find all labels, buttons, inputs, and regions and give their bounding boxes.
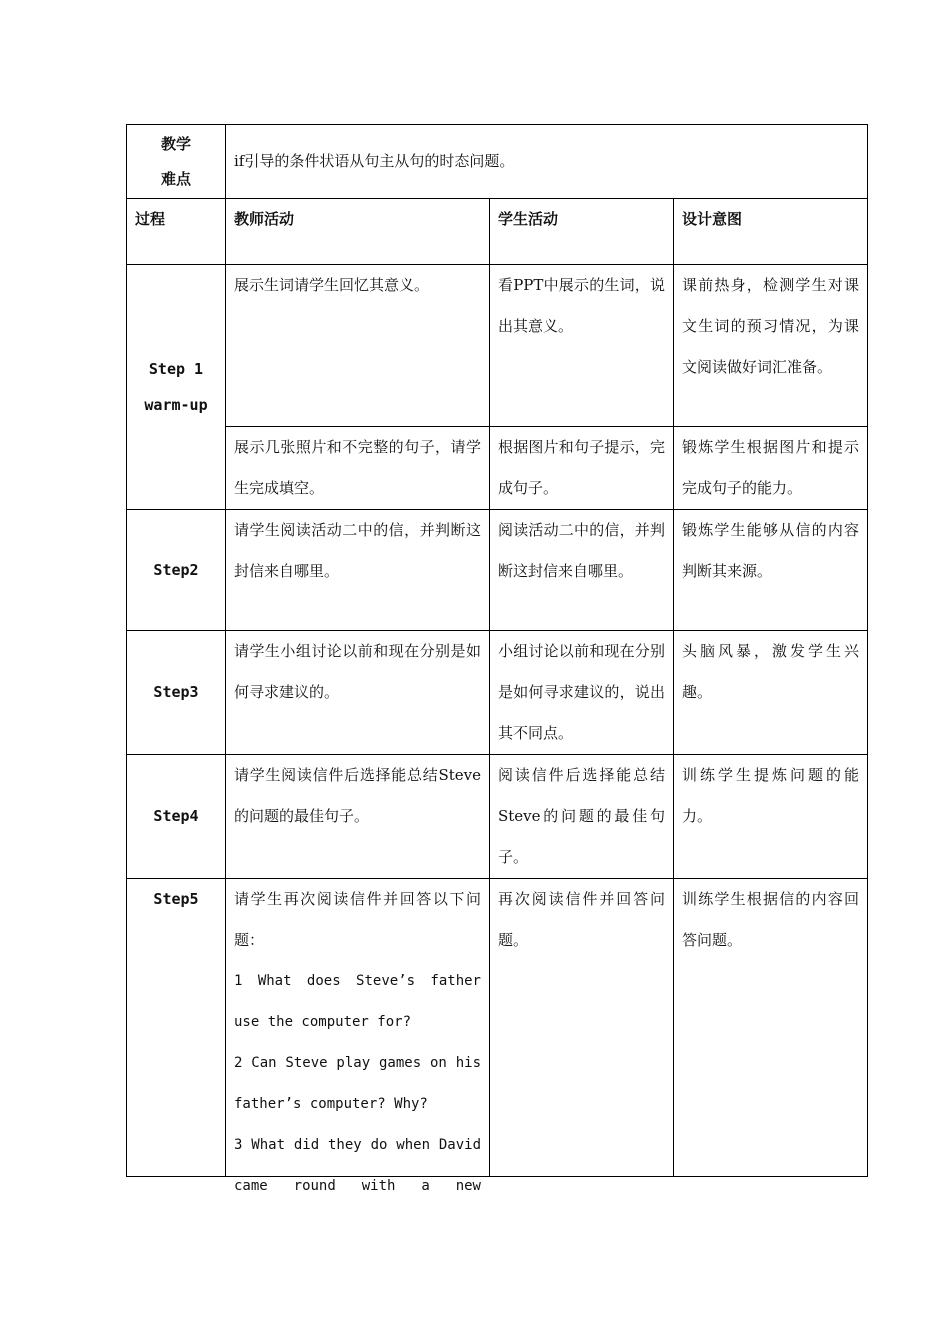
step4-intent: 训练学生提炼问题的能力。	[674, 755, 868, 879]
header-design-intent: 设计意图	[674, 199, 868, 265]
step1a-student: 看PPT中展示的生词，说出其意义。	[490, 265, 674, 427]
step2-label: Step2	[127, 510, 226, 631]
step1b-student: 根据图片和句子提示，完成句子。	[490, 427, 674, 510]
difficulty-label-line2: 难点	[160, 169, 191, 188]
step1-label	[127, 265, 226, 510]
step1b-teacher: 展示几张照片和不完整的句子，请学生完成填空。	[226, 427, 490, 510]
step5-question-2: 2 Can Steve play games on his father’s computer? Why?	[234, 1055, 481, 1112]
step2-teacher: 请学生阅读活动二中的信，并判断这封信来自哪里。	[226, 510, 490, 631]
step2-intent: 锻炼学生能够从信的内容判断其来源。	[674, 510, 868, 631]
step4-label: Step4	[127, 755, 226, 879]
step1b-intent: 锻炼学生根据图片和提示完成句子的能力。	[674, 427, 868, 510]
step4-row	[127, 755, 868, 879]
step5-student: 再次阅读信件并回答问题。	[490, 879, 674, 1177]
header-teacher-activity: 教师活动	[226, 199, 490, 265]
step3-row	[127, 631, 868, 755]
step5-question-3: 3 What did they do when David came round with a new	[234, 1137, 481, 1194]
step4-student: 阅读信件后选择能总结Steve的问题的最佳句子。	[490, 755, 674, 879]
step5-question-1: 1 What does Steve’s father use the computer for?	[234, 973, 481, 1030]
difficulty-row	[127, 125, 868, 199]
step3-student: 小组讨论以前和现在分别是如何寻求建议的，说出其不同点。	[490, 631, 674, 755]
step3-teacher: 请学生小组讨论以前和现在分别是如何寻求建议的。	[226, 631, 490, 755]
step2-student: 阅读活动二中的信，并判断这封信来自哪里。	[490, 510, 674, 631]
header-process: 过程	[127, 199, 226, 265]
step1-row-b	[127, 427, 868, 510]
step1a-teacher: 展示生词请学生回忆其意义。	[226, 265, 490, 427]
step5-row	[127, 879, 868, 1177]
step5-intent: 训练学生根据信的内容回答问题。	[674, 879, 868, 1177]
step1-label-line1: Step 1	[148, 360, 204, 378]
header-row	[127, 199, 868, 265]
difficulty-label	[127, 125, 226, 199]
step5-label: Step5	[127, 879, 226, 1177]
step2-row	[127, 510, 868, 631]
lesson-plan-table	[126, 124, 868, 1194]
step3-label: Step3	[127, 631, 226, 755]
step1-row-a	[127, 265, 868, 427]
difficulty-content: if引导的条件状语从句主从句的时态问题。	[226, 125, 868, 199]
step1a-intent: 课前热身，检测学生对课文生词的预习情况，为课文阅读做好词汇准备。	[674, 265, 868, 427]
step5-teacher-intro: 请学生再次阅读信件并回答以下问题：	[234, 890, 481, 949]
difficulty-label-line1: 教学	[160, 134, 191, 153]
header-student-activity: 学生活动	[490, 199, 674, 265]
step5-teacher	[226, 879, 490, 1194]
step3-intent: 头脑风暴，激发学生兴趣。	[674, 631, 868, 755]
step4-teacher: 请学生阅读信件后选择能总结Steve的问题的最佳句子。	[226, 755, 490, 879]
step1-label-line2: warm-up	[144, 396, 208, 414]
